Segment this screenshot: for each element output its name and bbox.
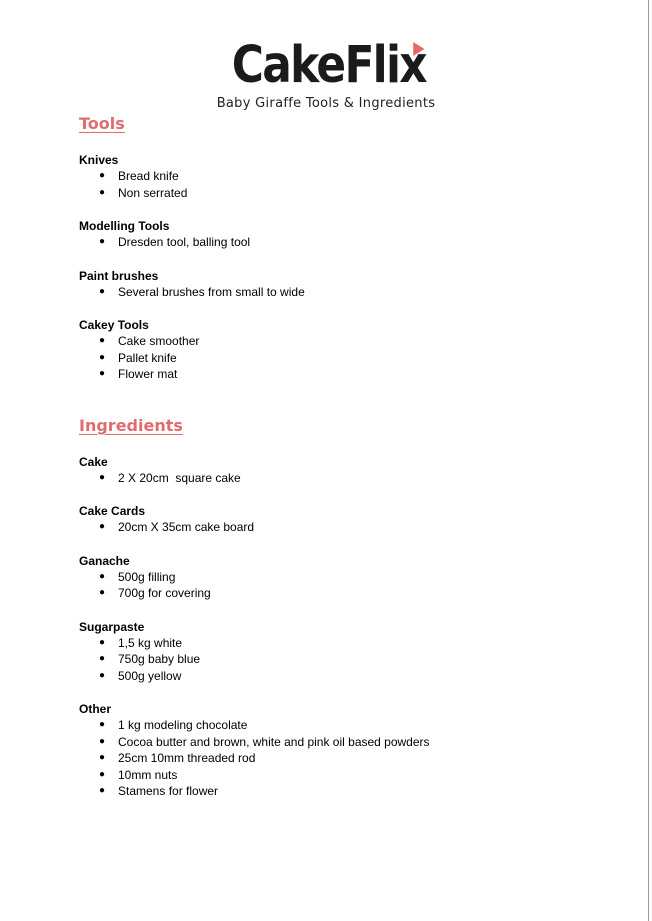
list-item	[79, 333, 619, 350]
bullet-icon: ●	[99, 735, 106, 747]
list-item	[79, 651, 619, 668]
list-item	[79, 366, 619, 383]
group-title: Knives	[79, 153, 119, 167]
list-item-text: 750g baby blue	[118, 652, 201, 666]
list-item	[79, 668, 619, 685]
list-item	[79, 783, 619, 800]
document-body	[79, 114, 619, 800]
list-item	[79, 569, 619, 586]
item-list	[79, 234, 619, 251]
list-item	[79, 234, 619, 251]
group-title: Ganache	[79, 553, 130, 568]
list-item-text: Bread knife	[118, 169, 179, 183]
bullet-icon: ●	[99, 471, 106, 483]
logo-text: CakeFlix	[231, 36, 427, 95]
list-item-text: 1,5 kg white	[118, 635, 183, 650]
list-item	[79, 717, 619, 734]
bullet-icon: ●	[99, 368, 106, 379]
group-cake-cards	[79, 503, 619, 536]
document-header	[0, 38, 652, 113]
cakeflix-logo	[232, 38, 426, 94]
group-paint-brushes	[79, 268, 619, 301]
item-list	[79, 569, 619, 602]
item-list	[79, 284, 619, 301]
list-item-text: 500g yellow	[118, 668, 182, 683]
list-item	[79, 350, 619, 367]
list-item	[79, 635, 619, 652]
group-title: Paint brushes	[79, 268, 159, 283]
list-item-text: Stamens for flower	[118, 784, 219, 798]
group-title: Modelling Tools	[79, 219, 170, 233]
group-title: Cakey Tools	[79, 318, 149, 332]
bullet-icon: ●	[99, 669, 106, 681]
bullet-icon: ●	[99, 351, 106, 363]
bullet-icon: ●	[99, 170, 106, 181]
list-item	[79, 185, 619, 202]
item-list	[79, 168, 619, 201]
bullet-icon: ●	[99, 335, 106, 346]
list-item	[79, 734, 619, 751]
bullet-icon: ●	[99, 285, 106, 297]
item-list	[79, 717, 619, 800]
bullet-icon: ●	[99, 587, 106, 598]
group-title: Other	[79, 702, 112, 716]
list-item-text: 2 X 20cm square cake	[118, 470, 241, 485]
list-item	[79, 585, 619, 602]
list-item-text: 25cm 10mm threaded rod	[118, 751, 256, 765]
group-knives	[79, 152, 619, 201]
item-list	[79, 470, 619, 487]
bullet-icon: ●	[99, 719, 106, 730]
list-item-text: 500g filling	[118, 569, 176, 584]
section-title-ingredients: Ingredients	[79, 415, 183, 435]
item-list	[79, 635, 619, 685]
list-item	[79, 519, 619, 536]
document-subtitle: Baby Giraffe Tools & Ingredients	[216, 96, 436, 111]
bullet-icon: ●	[99, 570, 106, 582]
bullet-icon: ●	[99, 653, 106, 664]
list-item	[79, 470, 619, 487]
play-triangle-icon	[413, 42, 424, 56]
bullet-icon: ●	[99, 636, 106, 648]
list-item-text: 20cm X 35cm cake board	[118, 520, 255, 534]
list-item	[79, 767, 619, 784]
bullet-icon: ●	[99, 785, 106, 796]
group-ganache	[79, 553, 619, 602]
group-sugarpaste	[79, 619, 619, 685]
bullet-icon: ●	[99, 521, 106, 532]
list-item-text: Flower mat	[118, 367, 178, 381]
group-cakey-tools	[79, 317, 619, 383]
list-item	[79, 284, 619, 301]
list-item-text: Several brushes from small to wide	[118, 284, 305, 299]
group-title: Sugarpaste	[79, 619, 145, 634]
list-item-text: Pallet knife	[118, 350, 177, 365]
list-item	[79, 750, 619, 767]
group-title: Cake Cards	[79, 504, 146, 518]
list-item-text: Non serrated	[118, 185, 188, 200]
group-title: Cake	[79, 454, 108, 469]
section-title-tools: Tools	[79, 114, 125, 133]
bullet-icon: ●	[99, 186, 106, 198]
bullet-icon: ●	[99, 768, 106, 780]
bullet-icon: ●	[99, 236, 106, 247]
item-list	[79, 333, 619, 383]
list-item-text: Cake smoother	[118, 334, 200, 348]
list-item-text: 10mm nuts	[118, 767, 178, 782]
list-item-text: 700g for covering	[118, 586, 211, 600]
group-modelling-tools	[79, 218, 619, 251]
item-list	[79, 519, 619, 536]
list-item-text: Dresden tool, balling tool	[118, 235, 251, 249]
bullet-icon: ●	[99, 752, 106, 763]
list-item-text: Cocoa butter and brown, white and pink oil based powders	[118, 734, 430, 749]
group-cake	[79, 454, 619, 487]
list-item	[79, 168, 619, 185]
list-item-text: 1 kg modeling chocolate	[118, 718, 248, 732]
group-other	[79, 701, 619, 800]
page-edge-divider	[648, 0, 649, 921]
